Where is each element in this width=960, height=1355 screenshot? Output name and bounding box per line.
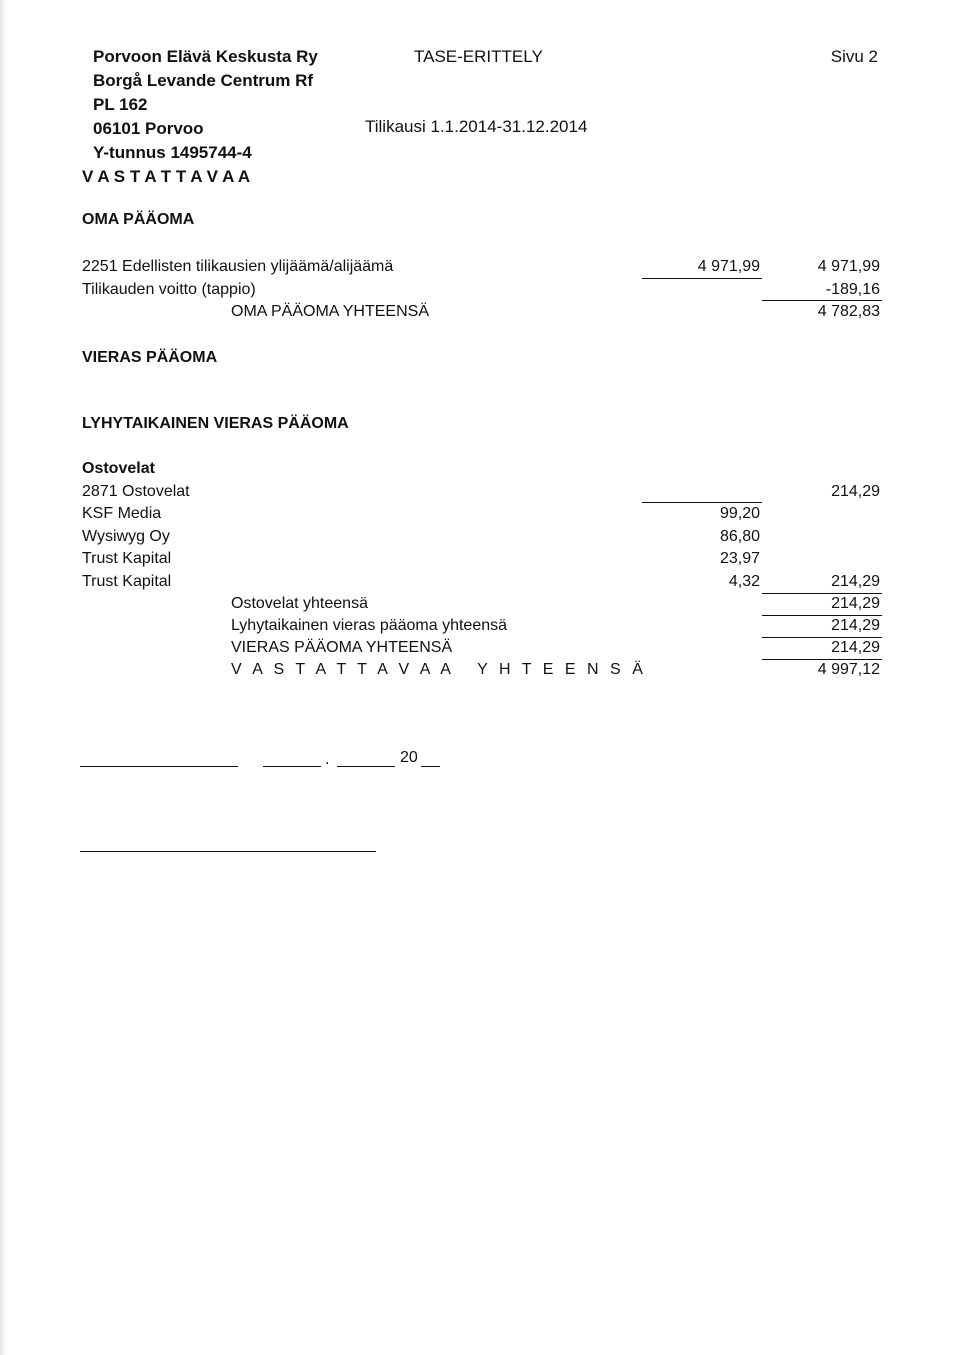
day-line (263, 766, 321, 767)
equity-row-total: 4 971,99 (817, 258, 880, 275)
payable-item-total: 214,29 (831, 573, 880, 590)
detail-underline (642, 278, 762, 279)
signature-line (80, 851, 376, 852)
page-number: Sivu 2 (830, 47, 878, 66)
payables-account-total: 214,29 (831, 483, 880, 500)
payable-item-value: 99,20 (719, 505, 760, 522)
year-prefix: 20 (400, 749, 418, 766)
payables-account-label: 2871 Ostovelat (82, 483, 190, 500)
payable-item-label: Trust Kapital (82, 550, 172, 567)
year-line (421, 766, 440, 767)
sum-underline (762, 615, 882, 616)
equity-heading: OMA PÄÄOMA (82, 211, 195, 228)
equity-row-total: -189,16 (825, 281, 880, 298)
liabilities-total-value: 214,29 (831, 639, 880, 656)
liabilities-total-label: VIERAS PÄÄOMA YHTEENSÄ (231, 639, 453, 656)
grand-total-value: 4 997,12 (817, 661, 880, 678)
org-name-fi: Porvoon Elävä Keskusta Ry (93, 47, 318, 66)
payable-item-value: 86,80 (719, 528, 760, 545)
payables-total-value: 214,29 (831, 595, 880, 612)
payable-item-value: 23,97 (719, 550, 760, 567)
short-term-total-value: 214,29 (831, 617, 880, 634)
postal-address: 06101 Porvoo (93, 119, 204, 138)
payable-item-label: KSF Media (82, 505, 162, 522)
business-id: Y-tunnus 1495744-4 (93, 143, 252, 162)
detail-underline (642, 502, 762, 503)
sum-underline (762, 659, 882, 660)
grand-total-label: V A S T A T T A V A A Y H T E E N S Ä (231, 661, 647, 678)
sum-underline (762, 300, 882, 301)
place-line (80, 766, 238, 767)
sum-underline (762, 637, 882, 638)
short-term-total-label: Lyhytaikainen vieras pääoma yhteensä (231, 617, 508, 634)
date-separator: . (325, 751, 330, 768)
liabilities-heading: VIERAS PÄÄOMA (82, 349, 218, 366)
payable-item-label: Wysiwyg Oy (82, 528, 170, 545)
equity-row-label: Tilikauden voitto (tappio) (82, 281, 256, 298)
po-box: PL 162 (93, 95, 148, 114)
payables-heading: Ostovelat (82, 460, 155, 477)
equity-row-detail: 4 971,99 (697, 258, 760, 275)
equity-total-value: 4 782,83 (817, 303, 880, 320)
equity-total-label: OMA PÄÄOMA YHTEENSÄ (231, 303, 429, 320)
fiscal-period: Tilikausi 1.1.2014-31.12.2014 (365, 117, 588, 136)
sum-underline (762, 593, 882, 594)
short-term-liabilities-heading: LYHYTAIKAINEN VIERAS PÄÄOMA (82, 415, 349, 432)
payables-total-label: Ostovelat yhteensä (231, 595, 368, 612)
payable-item-value: 4,32 (728, 573, 760, 590)
equity-row-label: 2251 Edellisten tilikausien ylijäämä/alijäämä (82, 258, 394, 275)
org-name-sv: Borgå Levande Centrum Rf (93, 71, 314, 90)
month-line (337, 766, 395, 767)
payable-item-label: Trust Kapital (82, 573, 172, 590)
document-title: TASE-ERITTELY (414, 47, 543, 66)
section-title: V A S T A T T A V A A (82, 167, 251, 186)
